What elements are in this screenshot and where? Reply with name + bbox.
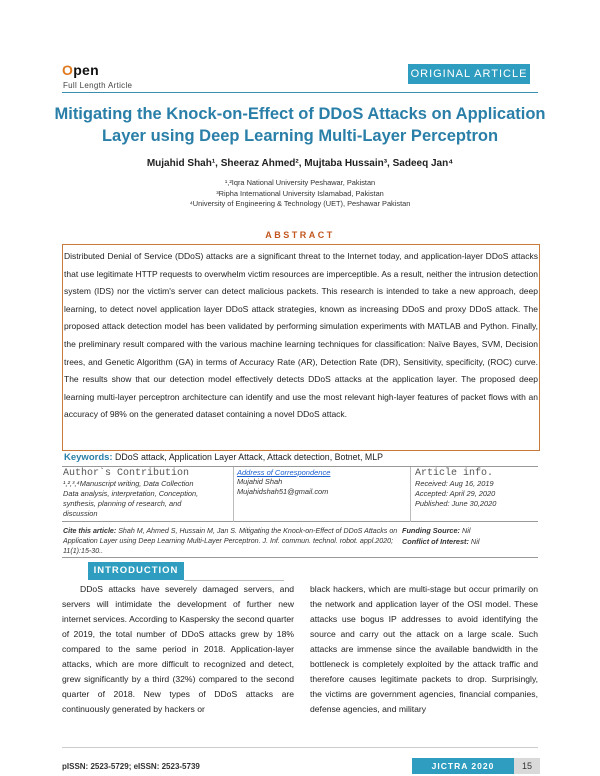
article-type-label: Full Length Article xyxy=(63,81,133,90)
published-date: Published: June 30,2020 xyxy=(415,499,497,508)
body-column-left: DDoS attacks have severely damaged servers, and servers will intimidate the development of further new internet services. According to Kaspersky the second quarter of 2019, the total number of DDoS attacks grew by 18% compared to the same period in 2018. Application-layer attacks, which are more difficult to recognized and detect, grew significantly by a third (32%) compared to the second quarter of 2018. New types of DDoS attacks are continuously generated by hackers or xyxy=(62,584,294,714)
affiliations xyxy=(60,178,540,210)
correspondence-email: Mujahidshah51@gmail.com xyxy=(237,487,329,496)
body-column-right: black hackers, which are multi-stage but occur primarily on the network and application layer of the OSI model. These attacks use bogus IP addresses to avoid identifying the source and carry out the attack on a large scale. Such attacks are immense since the available bandwidth in the bottleneck is completely exploited by the attack traffic and therefore causes legitimate packets to drop. Surprisingly, the victims are government agencies, financial companies, defense agencies, and military xyxy=(310,584,538,714)
abstract-heading: ABSTRACT xyxy=(265,230,335,240)
issn-label: pISSN: 2523-5729; eISSN: 2523-5739 xyxy=(62,762,200,771)
article-info xyxy=(415,468,539,509)
page-number: 15 xyxy=(514,758,540,774)
journal-open-label: Open xyxy=(62,62,99,78)
correspondence xyxy=(237,468,405,497)
introduction-heading: INTRODUCTION xyxy=(88,562,184,580)
affiliation-1: ¹,²Iqra National University Peshawar, Pakistan xyxy=(224,178,376,187)
paper-title: Mitigating the Knock-on-Effect of DDoS Attacks on Application Layer using Deep Learning Multi-Layer Perceptron xyxy=(54,105,546,145)
correspondence-name: Mujahid Shah xyxy=(237,477,283,486)
received-date: Received: Aug 16, 2019 xyxy=(415,479,494,488)
original-article-badge: ORIGINAL ARTICLE xyxy=(408,64,530,84)
keywords: Keywords: DDoS attack, Application Layer Attack, Attack detection, Botnet, MLP xyxy=(64,452,383,463)
citation: Cite this article: Shah M, Ahmed S, Hussain M, Jan S. Mitigating the Knock-on-Effect of DDoS Attacks on Application Layer using Deep Learning Multi-Layer Perceptron. J. Inf. commun. technol. robot. appl.2020; 11(1):15-30.. xyxy=(63,527,398,555)
introduction-underline xyxy=(184,580,284,581)
accepted-date: Accepted: April 29, 2020 xyxy=(415,489,496,498)
author-list: Mujahid Shah¹, Sheeraz Ahmed², Mujtaba Hussain³, Sadeeq Jan⁴ xyxy=(146,158,454,169)
footer-divider xyxy=(62,747,538,748)
contribution-heading: Author`s Contribution xyxy=(63,468,190,479)
info-column-divider xyxy=(410,467,411,522)
abstract-text: Distributed Denial of Service (DDoS) attacks are a significant threat to the Internet today, and application-layer DDoS attacks that use legitimate HTTP requests to overwhelm victim resources are imperceptible. As a result, neither the intrusion detection system (IDS) nor the victim's server can detect malicious packets. This research is intended to take a new approach, deep learning, to detect novel application layer DDoS attack strategies, known as increasing DDoS and proxy DDoS attack. The proposed attack detection model has been validated by performing simulation experiments with MATLAB and Python. Finally, the preliminary result compared with the various machine learning techniques for classification: Naïve Bayes, SVM, Decision trees, and Genetic Algorithm (GA) in terms of Accuracy Rate (AR), Detection Rate (DR), Sensitivity, specificity, (ROC) curve. The results show that our detection model effectively detects DDoS attacks at the application layer. The proposed deep learning multi-layer perceptron architecture can identify and use the most relevant high-layer features of packet flows with an accuracy of 98% on the generated dataset containing a novel DDoS attack. xyxy=(64,251,538,420)
affiliation-2: ³Ripha International University Islamabad, Pakistan xyxy=(216,188,384,198)
citation-divider xyxy=(62,557,538,558)
funding-info: Funding Source: Nil Conflict of Interest: Nil xyxy=(402,526,480,546)
affiliation-3: ⁴University of Engineering & Technology (UET), Peshawar Pakistan xyxy=(189,199,411,208)
header-divider xyxy=(62,92,538,93)
journal-badge: JICTRA 2020 xyxy=(412,758,514,774)
article-info-heading: Article info. xyxy=(415,468,494,479)
info-column-divider xyxy=(233,467,234,522)
author-contribution: Author`s Contribution ¹,²,³,⁴Manuscript writing, Data Collection Data analysis, interpretation, Conception, synthesis, planning of research, and discussion xyxy=(63,468,231,519)
correspondence-link[interactable]: Address of Correspondence xyxy=(237,468,331,477)
